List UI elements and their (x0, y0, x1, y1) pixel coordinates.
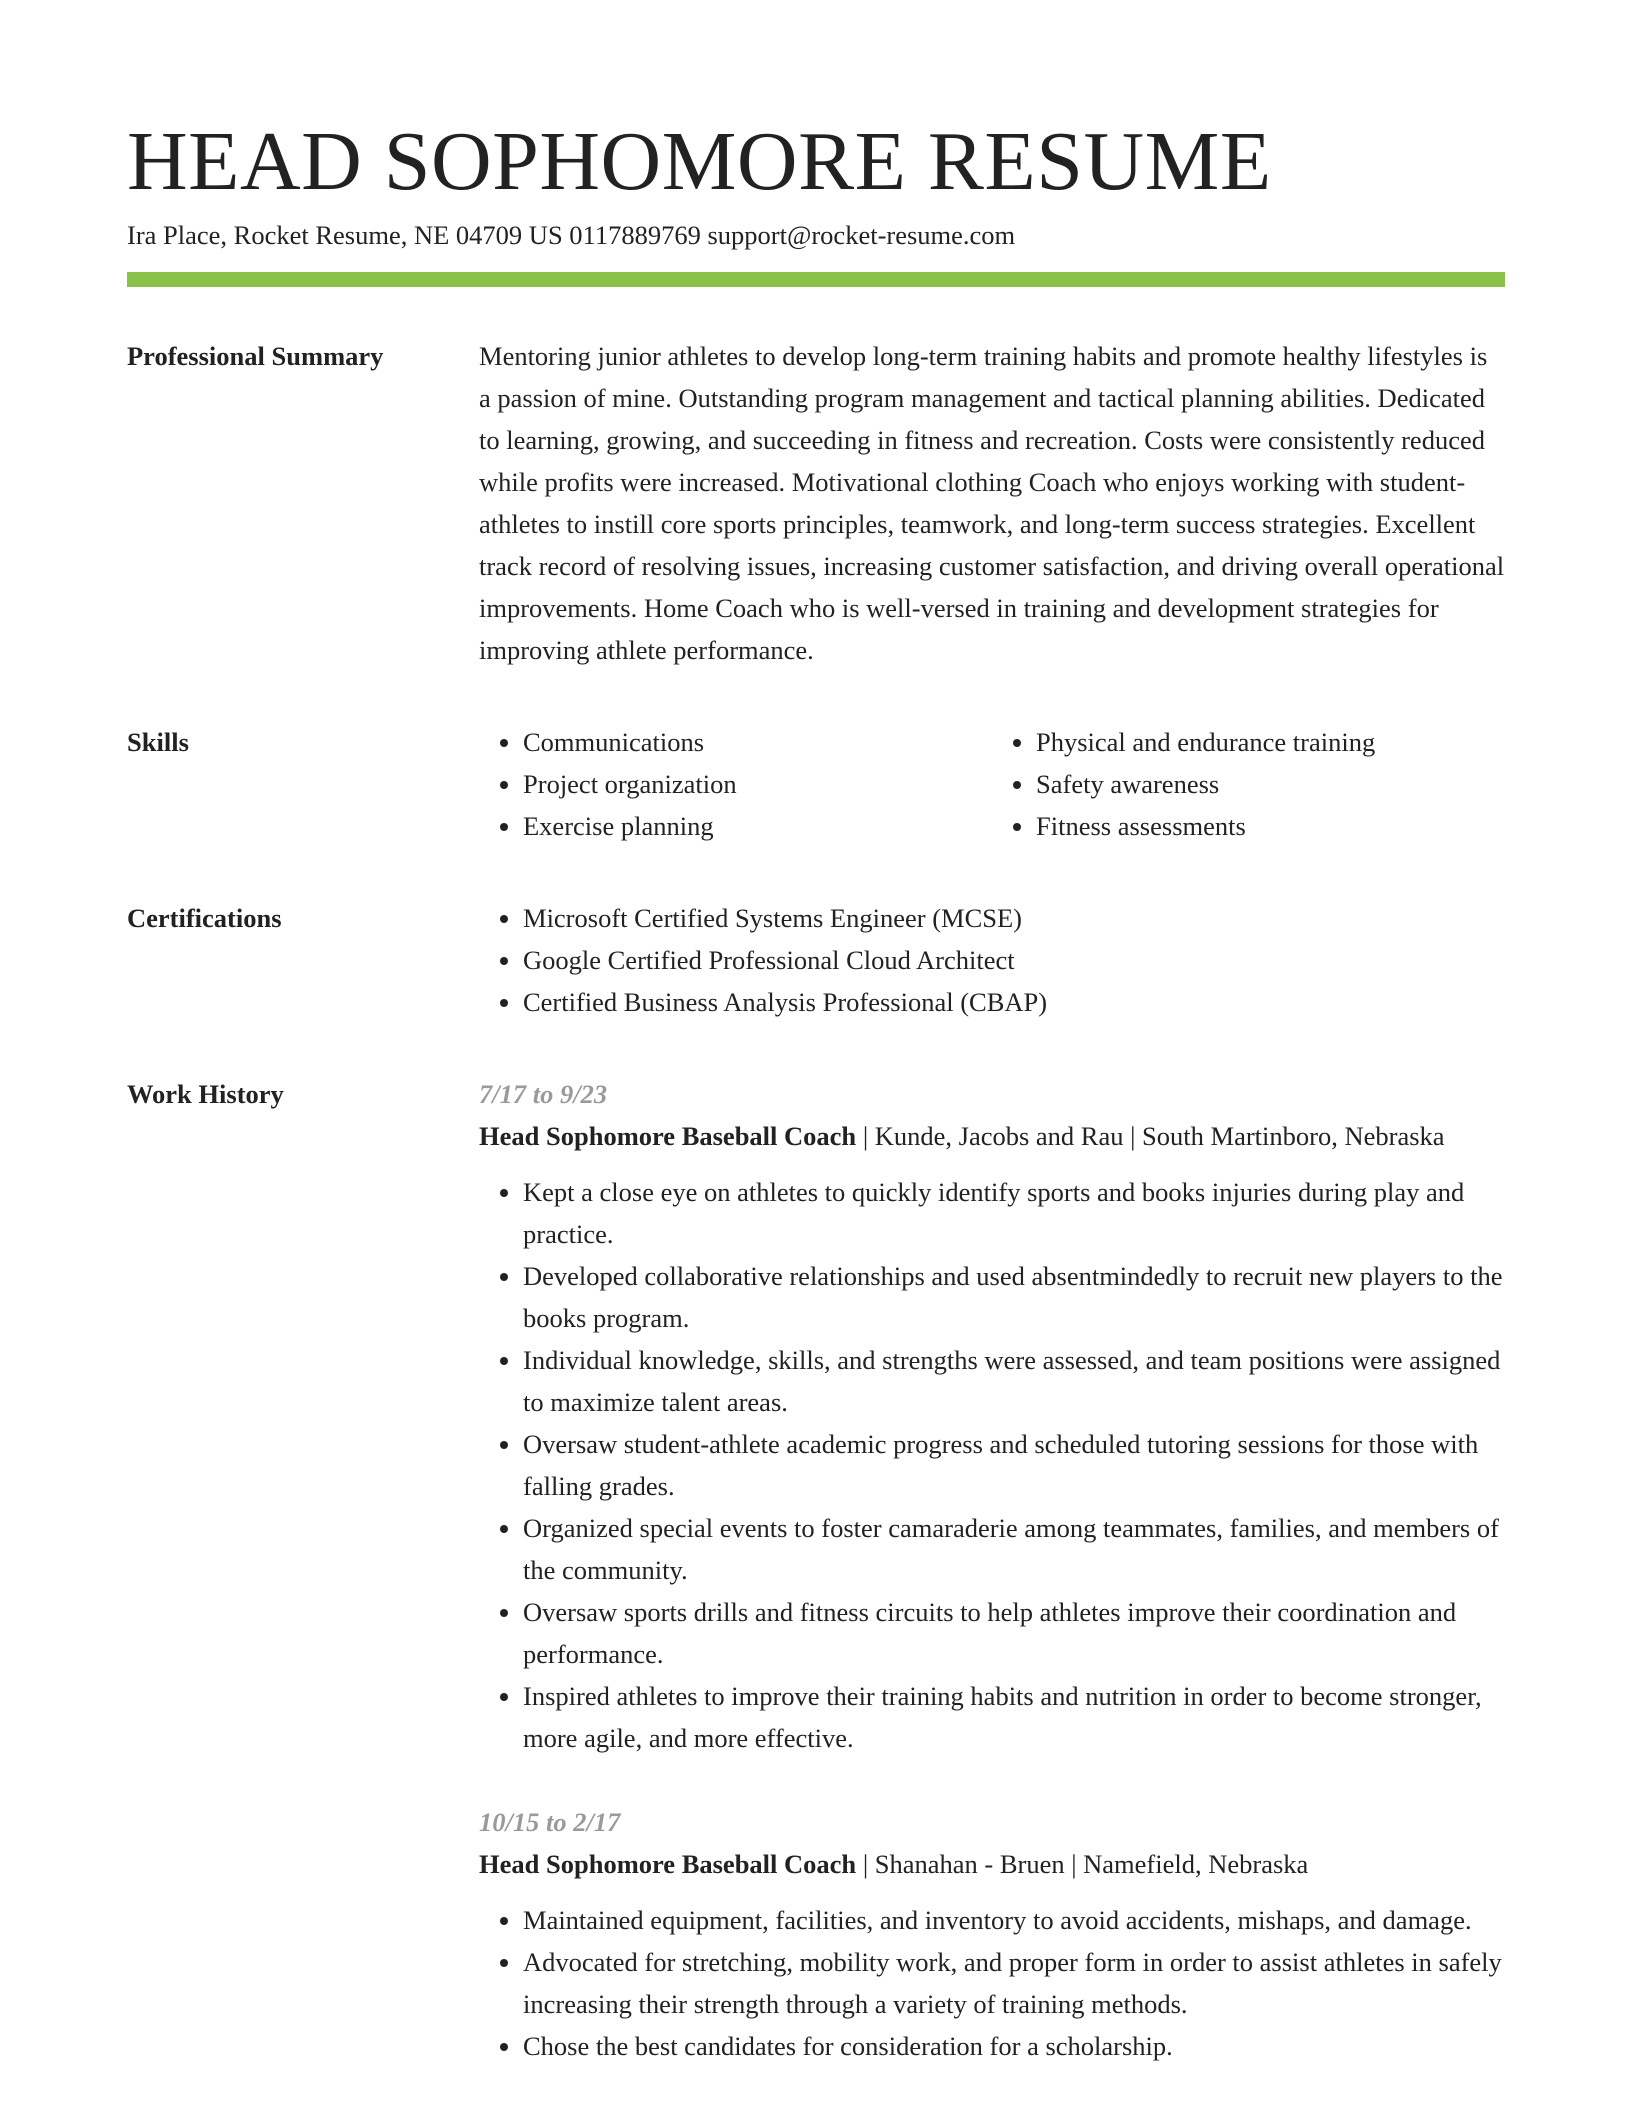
skill-item: • Fitness assessments (1036, 805, 1505, 847)
contact-line: Ira Place, Rocket Resume, NE 04709 US 0117889769 support@rocket-resume.com (127, 220, 1016, 251)
job-bullet: • Inspired athletes to improve their training habits and nutrition in order to become stronger, more agile, and more effective. (523, 1675, 1505, 1759)
job-bullet: • Kept a close eye on athletes to quickly identify sports and books injuries during play and practice. (523, 1171, 1505, 1255)
section-label-work-history: Work History (127, 1079, 284, 1110)
job-entry (479, 1073, 1505, 1759)
skill-item: • Safety awareness (1036, 763, 1505, 805)
work-history-section (127, 1073, 1505, 2109)
skill-item: • Physical and endurance training (1036, 721, 1505, 763)
job-details: | Kunde, Jacobs and Rau | South Martinboro, Nebraska (856, 1121, 1445, 1152)
skill-item: • Exercise planning (523, 805, 992, 847)
job-bullets (479, 1171, 1505, 1759)
skill-item: • Project organization (523, 763, 992, 805)
section-label-summary: Professional Summary (127, 341, 384, 372)
job-bullet: • Maintained equipment, facilities, and inventory to avoid accidents, mishaps, and damage. (523, 1899, 1505, 1941)
section-label-certifications: Certifications (127, 903, 282, 934)
job-dates: 10/15 to 2/17 (479, 1807, 621, 1838)
work-history-body (479, 1073, 1505, 2109)
job-bullet: • Individual knowledge, skills, and strengths were assessed, and team positions were assigned to maximize talent areas. (523, 1339, 1505, 1423)
certifications-body (479, 897, 1505, 1023)
job-bullet: • Oversaw student-athlete academic progress and scheduled tutoring sessions for those with falling grades. (523, 1423, 1505, 1507)
accent-rule (127, 272, 1505, 287)
section-label-skills: Skills (127, 727, 189, 758)
summary-text: Mentoring junior athletes to develop long-term training habits and promote healthy lifestyles is a passion of mine. Outstanding program management and tactical planning abilities. Dedicated to learning, growing, and succeeding in fitness and recreation. Costs were consistently reduced while profits were increased. Motivational clothing Coach who enjoys working with student-athletes to instill core sports principles, teamwork, and long-term success strategies. Excellent track record of resolving issues, increasing customer satisfaction, and driving overall operational improvements. Home Coach who is well-versed in training and development strategies for improving athlete performance. (479, 341, 1505, 666)
job-details: | Shanahan - Bruen | Namefield, Nebraska (856, 1849, 1309, 1880)
summary-body (479, 335, 1505, 671)
skills-section (127, 721, 1505, 847)
job-title: Head Sophomore Baseball Coach (479, 1849, 857, 1880)
skills-list-left (479, 721, 992, 847)
job-bullet: • Chose the best candidates for consideration for a scholarship. (523, 2025, 1505, 2067)
summary-section (127, 335, 1505, 671)
skill-item: • Communications (523, 721, 992, 763)
job-entry (479, 1801, 1505, 2067)
resume-title: HEAD SOPHOMORE RESUME (127, 115, 1272, 208)
job-title: Head Sophomore Baseball Coach (479, 1121, 857, 1152)
job-bullets (479, 1899, 1505, 2067)
job-bullet: • Organized special events to foster camaraderie among teammates, families, and members of the community. (523, 1507, 1505, 1591)
job-bullet: • Developed collaborative relationships and used absentmindedly to recruit new players to the books program. (523, 1255, 1505, 1339)
job-dates: 7/17 to 9/23 (479, 1079, 608, 1110)
certifications-section (127, 897, 1505, 1023)
job-bullet: • Oversaw sports drills and fitness circuits to help athletes improve their coordination and performance. (523, 1591, 1505, 1675)
certification-item: • Microsoft Certified Systems Engineer (MCSE) (523, 897, 1505, 939)
job-heading (479, 1115, 1505, 1157)
job-bullet: • Advocated for stretching, mobility work, and proper form in order to assist athletes in safely increasing their strength through a variety of training methods. (523, 1941, 1505, 2025)
certifications-list (479, 897, 1505, 1023)
skills-body (479, 721, 1505, 847)
certification-item: • Google Certified Professional Cloud Architect (523, 939, 1505, 981)
certification-item: • Certified Business Analysis Professional (CBAP) (523, 981, 1505, 1023)
skills-list-right (992, 721, 1505, 847)
job-heading (479, 1843, 1505, 1885)
